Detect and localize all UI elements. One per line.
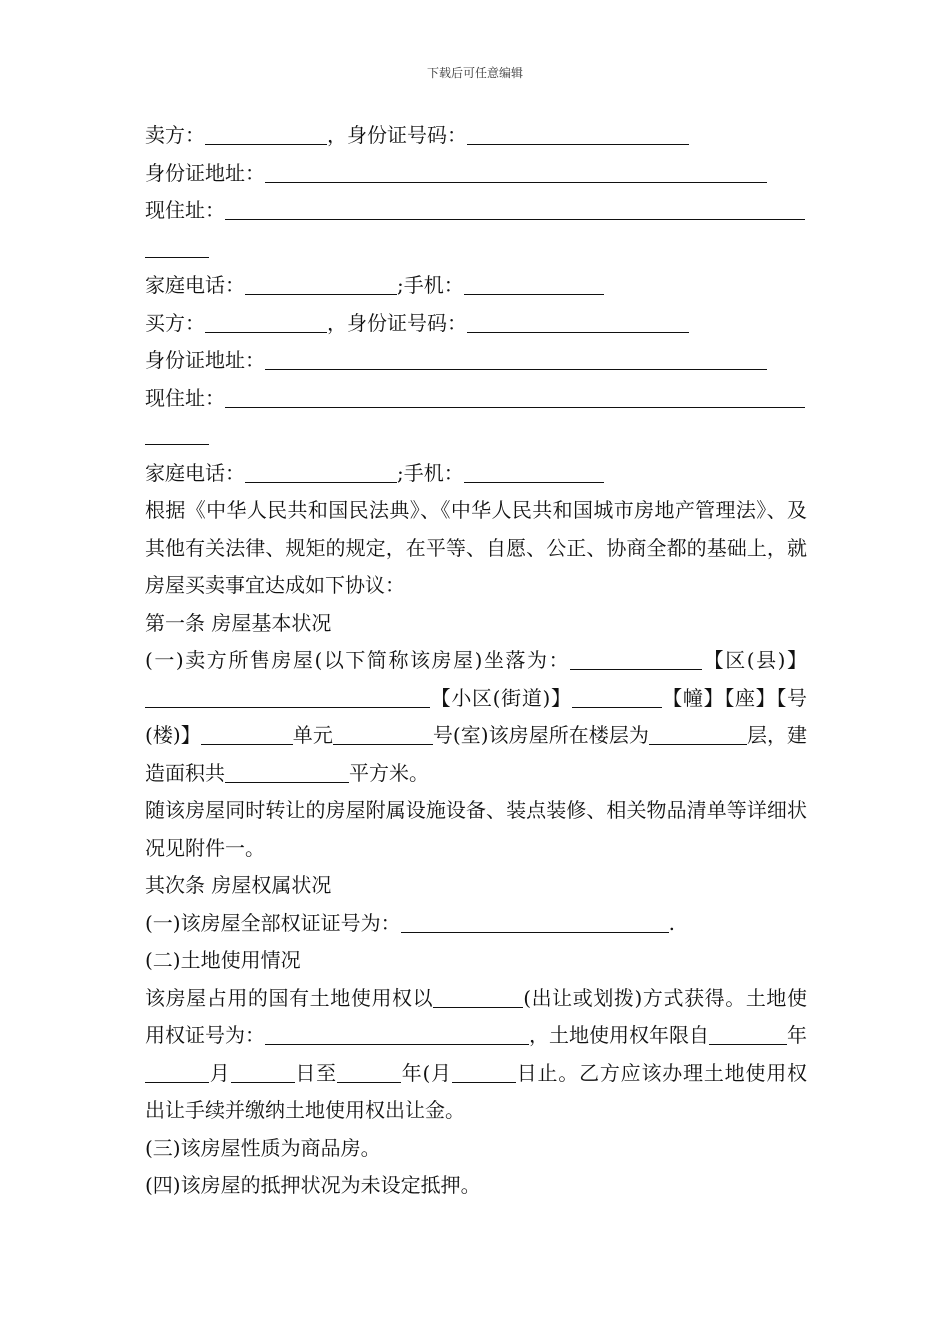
land-use-title: (二)土地使用情况: [145, 948, 301, 972]
community-label: 【小区(街道)】: [430, 685, 572, 710]
buyer-current-address-line: [145, 380, 807, 418]
start-year-blank[interactable]: [709, 1022, 787, 1045]
ownership-cert-blank[interactable]: [401, 910, 669, 933]
start-month-blank[interactable]: [145, 1060, 209, 1083]
seller-current-address-line-2: [145, 230, 807, 268]
buyer-current-address-line-2: [145, 417, 807, 455]
land-method-label: 该房屋占用的国有土地使用权以: [145, 985, 434, 1010]
seller-name-blank[interactable]: [205, 122, 327, 145]
seller-mobile-label: ;手机：: [397, 273, 464, 297]
seller-id-address-blank[interactable]: [265, 160, 767, 183]
room-label: 号(室)该房屋所在楼层为: [432, 723, 649, 747]
buyer-current-address-blank-2[interactable]: [145, 422, 209, 445]
area-label: 平方米。: [349, 760, 429, 785]
start-year-label: 年: [787, 1023, 807, 1047]
end-year-label: 年(月: [400, 1060, 452, 1085]
buyer-id-label: ，身份证号码：: [327, 310, 467, 335]
room-blank[interactable]: [333, 722, 433, 745]
seller-id-address-line: [145, 155, 807, 193]
ownership-cert-line: [145, 905, 807, 943]
contract-body: [145, 117, 807, 1205]
buyer-current-address-label: 现住址：: [145, 385, 225, 410]
floor-label: 层，建造面积共: [145, 723, 808, 785]
seller-id-address-label: 身份证地址：: [145, 160, 265, 185]
end-year-blank[interactable]: [337, 1060, 401, 1083]
seller-home-phone-label: 家庭电话：: [145, 273, 245, 297]
unit-blank[interactable]: [201, 722, 293, 745]
end-day-blank[interactable]: [452, 1060, 516, 1083]
buyer-current-address-blank[interactable]: [225, 385, 805, 408]
buyer-phone-line: [145, 455, 807, 493]
seller-current-address-label: 现住址：: [145, 198, 225, 222]
buyer-id-address-blank[interactable]: [265, 347, 767, 370]
ownership-cert-end: .: [668, 910, 675, 935]
article1-title: 第一条 房屋基本状况: [145, 610, 332, 635]
seller-id-label: ，身份证号码：: [327, 123, 467, 147]
seller-home-phone-blank[interactable]: [245, 272, 397, 295]
building-blank[interactable]: [572, 685, 662, 708]
buyer-home-phone-blank[interactable]: [245, 460, 397, 483]
ownership-cert-label: (一)该房屋全部权证证号为：: [145, 910, 401, 935]
seller-name-label: 卖方：: [145, 123, 205, 147]
seller-name-line: [145, 117, 807, 155]
buyer-home-phone-label: 家庭电话：: [145, 460, 245, 485]
seller-current-address-line: [145, 192, 807, 230]
start-day-blank[interactable]: [231, 1060, 295, 1083]
seller-current-address-blank[interactable]: [225, 197, 805, 220]
start-day-label: 日至: [294, 1060, 337, 1085]
buyer-id-address-line: [145, 342, 807, 380]
buyer-name-blank[interactable]: [205, 310, 327, 333]
land-term-end: 日止。乙方应该办理土地使用权出让手续并缴纳土地使用权出让金。: [145, 1060, 808, 1122]
land-term-label: ，土地使用权年限自: [529, 1023, 709, 1047]
district-label: 【区(县)】: [702, 648, 807, 672]
preamble: 根据《中华人民共和国民法典》、《中华人民共和国城市房地产管理法》、及其他有关法律、规矩的规定，在平等、自愿、公正、协商全都的基础上，就房屋买卖事宜达成如下协议：: [145, 498, 807, 597]
unit-label: 单元: [292, 723, 333, 747]
building-label: 【幢】【座】【号(楼)】: [145, 685, 808, 747]
buyer-id-address-label: 身份证地址：: [145, 348, 265, 372]
article1-location: [145, 642, 807, 792]
buyer-mobile-blank[interactable]: [464, 460, 604, 483]
article2-title: 其次条 房屋权属状况: [145, 873, 332, 897]
land-method-blank[interactable]: [433, 985, 523, 1008]
land-cert-blank[interactable]: [265, 1022, 529, 1045]
floor-blank[interactable]: [649, 722, 747, 745]
location-label: (一)卖方所售房屋(以下简称该房屋)坐落为：: [145, 648, 571, 672]
buyer-mobile-label: ;手机：: [397, 460, 464, 485]
land-cert-label: (出让或划拨)方式获得。土地使用权证号为：: [145, 985, 808, 1047]
community-blank[interactable]: [145, 685, 430, 708]
seller-id-blank[interactable]: [467, 122, 689, 145]
seller-mobile-blank[interactable]: [464, 272, 604, 295]
seller-current-address-blank-2[interactable]: [145, 235, 209, 258]
buyer-id-blank[interactable]: [467, 310, 689, 333]
area-blank[interactable]: [225, 760, 349, 783]
mortgage-status: (四)该房屋的抵押状况为未设定抵押。: [145, 1173, 481, 1197]
property-nature: (三)该房屋性质为商品房。: [145, 1135, 381, 1160]
land-use-paragraph: [145, 980, 807, 1130]
start-month-label: 月: [209, 1060, 231, 1085]
district-blank[interactable]: [570, 647, 702, 670]
buyer-name-line: [145, 305, 807, 343]
seller-phone-line: [145, 267, 807, 305]
buyer-name-label: 买方：: [145, 310, 205, 335]
header-note: 下载后可任意编辑: [426, 66, 523, 80]
article1-attachments: 随该房屋同时转让的房屋附属设施设备、装点装修、相关物品清单等详细状况见附件一。: [145, 798, 807, 860]
